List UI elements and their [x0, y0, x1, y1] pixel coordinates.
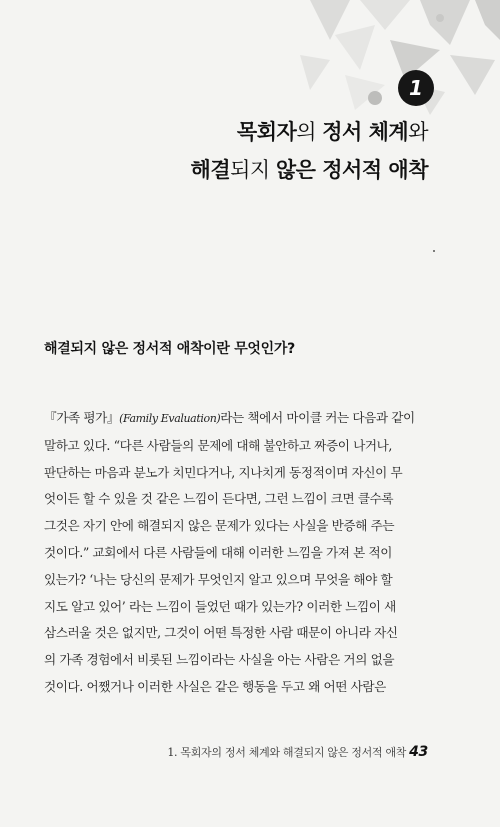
body-line: 삼스러울 것은 없지만, 그것이 어떤 특정한 사람 때문이 아니라 자신	[44, 625, 398, 641]
body-line: 의 가족 경험에서 비롯된 느낌이라는 사실을 아는 사람은 거의 없을	[44, 652, 395, 668]
body-text	[44, 405, 458, 701]
stray-mark	[433, 250, 435, 252]
body-line: 것이다. 어쨌거나 이러한 사실은 같은 행동을 두고 왜 어떤 사람은	[44, 678, 386, 694]
title-segment: 되지	[230, 158, 276, 182]
body-line: 말하고 있다. “다른 사람들의 문제에 대해 불안하고 짜증이 나거나,	[44, 437, 392, 453]
body-line: 있는가? ‘나는 당신의 문제가 무엇인지 알고 있으며 무엇을 해야 할	[44, 571, 393, 587]
page-footer	[167, 744, 428, 760]
chapter-title-line-1	[48, 113, 428, 151]
body-line: 지도 알고 있어’ 라는 느낌이 들었던 때가 있는가? 이러한 느낌이 새	[44, 598, 396, 614]
section-heading: 해결되지 않은 정서적 애착이란 무엇인가?	[44, 341, 295, 357]
title-segment: 목회자	[236, 120, 297, 144]
title-segment: 와	[408, 120, 428, 144]
title-segment: 해결	[190, 158, 231, 182]
body-line: 『가족 평가』(Family Evaluation)라는 책에서 마이클 커는 다음과 같이	[44, 410, 415, 425]
body-line: 것이다.” 교회에서 다른 사람들에 대해 이러한 느낌을 가져 본 적이	[44, 544, 392, 560]
title-segment: 정서 체계	[322, 120, 409, 144]
title-segment: 의	[296, 120, 323, 144]
chapter-title-line-2	[48, 151, 428, 189]
chapter-number-badge: 1	[398, 70, 434, 106]
page-number: 43	[409, 744, 428, 760]
body-line: 그것은 자기 안에 해결되지 않은 문제가 있다는 사실을 반증해 주는	[44, 518, 395, 534]
book-title: 『가족 평가』	[44, 410, 120, 425]
decorative-corner-art	[290, 0, 500, 120]
chapter-title	[48, 113, 428, 189]
body-line: 엇이든 할 수 있을 것 같은 느낌이 든다면, 그런 느낌이 크면 클수록	[44, 491, 394, 507]
title-segment: 않은 정서적 애착	[275, 158, 428, 182]
body-line: 판단하는 마음과 분노가 치민다거나, 지나치게 동정적이며 자신이 무	[44, 464, 403, 480]
running-title: 1. 목회자의 정서 체계와 해결되지 않은 정서적 애착	[167, 746, 407, 759]
book-english-title: (Family Evaluation)	[119, 412, 221, 425]
